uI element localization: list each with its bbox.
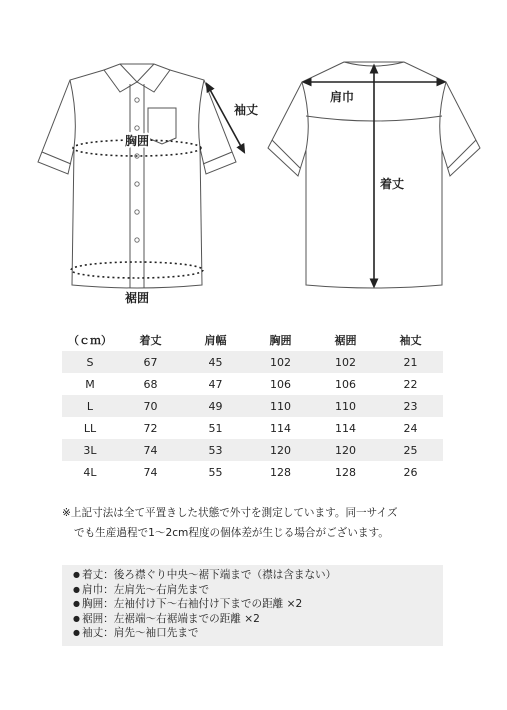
- table-cell: 114: [335, 421, 356, 435]
- table-cell: 74: [143, 465, 158, 479]
- shoulder-width-header: 肩幅: [204, 334, 227, 347]
- size-table-header-row: [62, 329, 443, 351]
- table-cell: 120: [248, 439, 313, 461]
- table-cell: 26: [403, 465, 418, 479]
- body-length-header: 着丈: [139, 334, 162, 347]
- chest-header: 胸囲: [269, 334, 292, 347]
- table-row: [62, 461, 443, 483]
- size-cell: 3L: [62, 439, 118, 461]
- table-cell: 25: [378, 439, 443, 461]
- size-cell: LL: [83, 421, 97, 435]
- table-cell: 68: [143, 377, 158, 391]
- size-table: [62, 329, 443, 483]
- table-cell: 114: [270, 421, 291, 435]
- shoulder-width-label: 肩巾: [329, 90, 355, 104]
- table-cell: 70: [118, 395, 183, 417]
- definition-item: ● 肩巾：左肩先〜右肩先まで: [73, 583, 443, 598]
- table-cell: 47: [208, 377, 223, 391]
- table-cell: 72: [143, 421, 158, 435]
- hem-label: 裾囲: [124, 291, 150, 305]
- table-row: [62, 351, 443, 373]
- table-cell: 45: [183, 351, 248, 373]
- definition-item: ● 袖丈：肩先〜袖口先まで: [73, 626, 443, 641]
- table-row: [62, 395, 443, 417]
- table-cell: 102: [248, 351, 313, 373]
- table-cell: 67: [118, 351, 183, 373]
- size-cell: L: [62, 395, 118, 417]
- table-cell: 24: [403, 421, 418, 435]
- table-cell: 51: [208, 421, 223, 435]
- table-cell: 128: [335, 465, 356, 479]
- shirt-measurement-diagram: [0, 0, 507, 320]
- table-cell: 110: [313, 395, 378, 417]
- measurement-definitions: [62, 565, 443, 646]
- measurement-note: [62, 503, 452, 543]
- unit-header: （ｃｍ）: [68, 334, 112, 347]
- body-length-label: 着丈: [379, 177, 405, 191]
- table-cell: 23: [378, 395, 443, 417]
- table-cell: 53: [183, 439, 248, 461]
- table-cell: 22: [403, 377, 418, 391]
- table-cell: 74: [118, 439, 183, 461]
- size-cell: 4L: [83, 465, 97, 479]
- table-cell: 102: [313, 351, 378, 373]
- definition-item: ● 着丈：後ろ襟ぐり中央〜裾下端まで（襟は含まない）: [73, 568, 443, 583]
- table-cell: 110: [248, 395, 313, 417]
- size-cell: S: [62, 351, 118, 373]
- sleeve-length-label: 袖丈: [233, 103, 259, 117]
- table-cell: 120: [313, 439, 378, 461]
- table-cell: 128: [270, 465, 291, 479]
- note-line-1: ※上記寸法は全て平置きした状態で外寸を測定しています。同一サイズ: [62, 507, 398, 519]
- table-cell: 21: [378, 351, 443, 373]
- hem-header: 裾囲: [334, 334, 357, 347]
- size-cell: M: [85, 377, 95, 391]
- table-cell: 106: [270, 377, 291, 391]
- definition-item: ● 胸囲：左袖付け下〜右袖付け下までの距離 ×2: [73, 597, 443, 612]
- table-row: [62, 439, 443, 461]
- table-row: [62, 373, 443, 395]
- note-line-2: でも生産過程で1〜2cm程度の個体差が生じる場合がございます。: [74, 527, 389, 539]
- definition-item: ● 裾囲：左裾端〜右裾端までの距離 ×2: [73, 612, 443, 627]
- table-cell: 49: [183, 395, 248, 417]
- sleeve-length-header: 袖丈: [399, 334, 422, 347]
- table-cell: 106: [335, 377, 356, 391]
- chest-label: 胸囲: [124, 134, 150, 148]
- table-cell: 55: [208, 465, 223, 479]
- table-row: [62, 417, 443, 439]
